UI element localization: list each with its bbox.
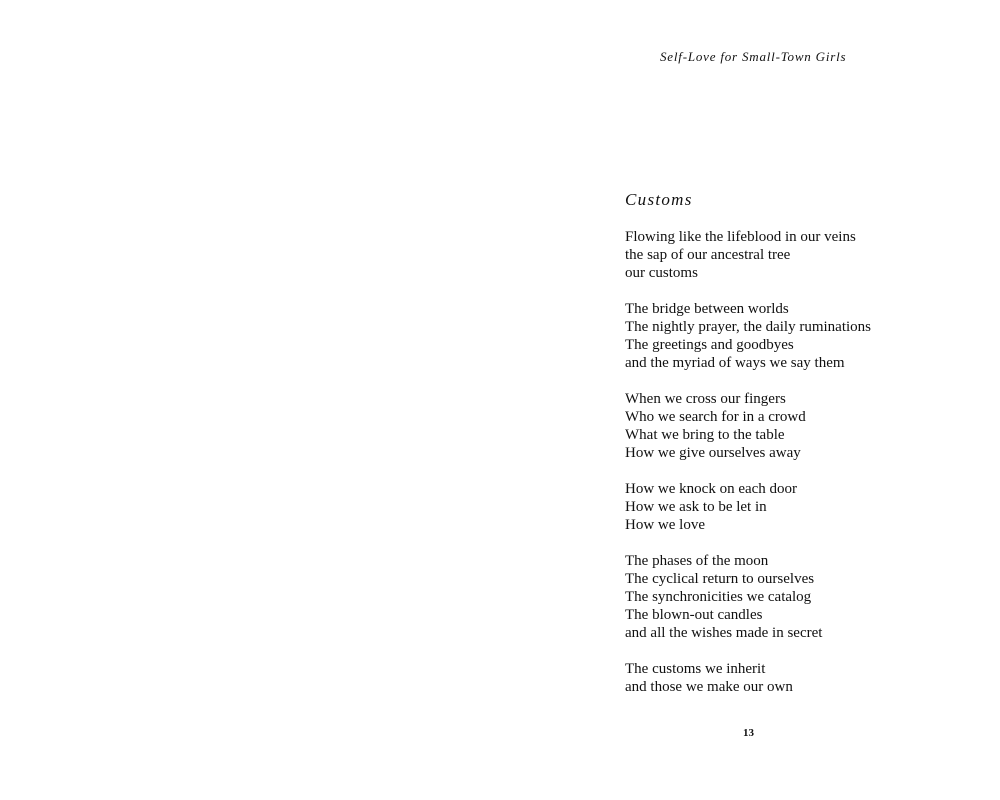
poem-body [625, 228, 965, 714]
running-head: Self-Love for Small-Town Girls [660, 49, 847, 64]
poem-line: The nightly prayer, the daily ruminations [625, 319, 872, 335]
poem-line: Who we search for in a crowd [625, 409, 806, 425]
poem-line: our customs [625, 265, 698, 281]
stanza-6 [625, 660, 965, 696]
right-page [500, 0, 1000, 800]
poem-line: and all the wishes made in secret [625, 625, 823, 641]
poem-line: How we love [625, 517, 705, 533]
stanza-3 [625, 390, 965, 462]
poem-title: Customs [625, 190, 693, 209]
poem-line: Flowing like the lifeblood in our veins [625, 229, 856, 245]
poem-line: The greetings and goodbyes [625, 337, 794, 353]
page-number: 13 [743, 727, 754, 739]
poem-line: What we bring to the table [625, 427, 785, 443]
poem-line: The bridge between worlds [625, 301, 789, 317]
poem-line: The synchronicities we catalog [625, 589, 812, 605]
poem-line: How we give ourselves away [625, 445, 801, 461]
stanza-2 [625, 300, 965, 372]
stanza-1 [625, 228, 965, 282]
stanza-5 [625, 552, 965, 642]
poem-line: The blown-out candles [625, 607, 763, 623]
poem-line: The customs we inherit [625, 661, 766, 677]
poem-line: The cyclical return to ourselves [625, 571, 815, 587]
poem-line: When we cross our fingers [625, 391, 786, 407]
poem-line: and those we make our own [625, 679, 793, 695]
poem-line: The phases of the moon [625, 553, 769, 569]
poem-line: How we ask to be let in [625, 499, 767, 515]
poem-line: and the myriad of ways we say them [625, 355, 845, 371]
stanza-4 [625, 480, 965, 534]
poem-line: How we knock on each door [625, 481, 798, 497]
poem-line: the sap of our ancestral tree [625, 247, 791, 263]
